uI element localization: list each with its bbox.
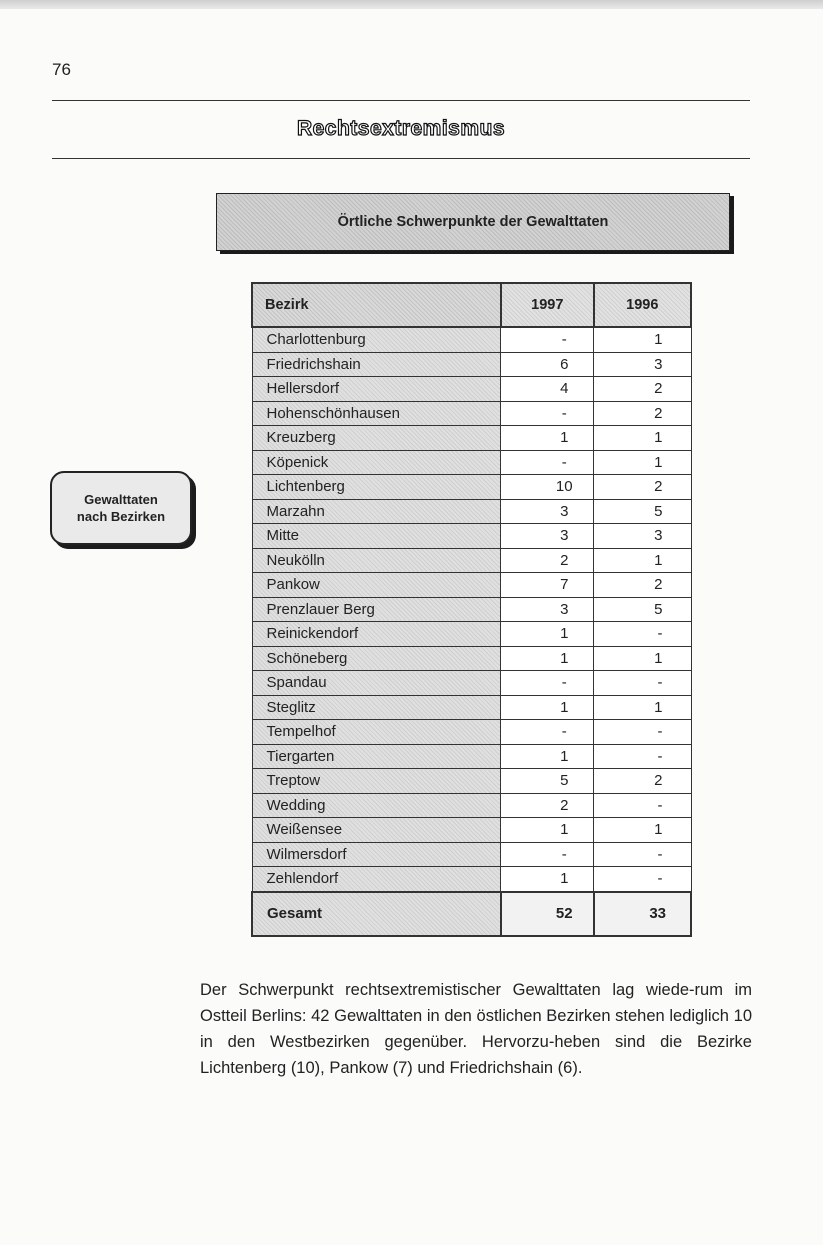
value-1996: 1 [594, 426, 691, 451]
value-1996: 2 [594, 573, 691, 598]
total-label: Gesamt [252, 892, 501, 936]
value-1997: 7 [501, 573, 594, 598]
value-1996: 2 [594, 401, 691, 426]
summary-paragraph: Der Schwerpunkt rechtsextremistischer Gewalttaten lag wiede-rum im Ostteil Berlins: 42 Gewalttaten in den östlichen Bezirken stehen lediglich 10 in den Westbezirken gegenüber. Hervorzu-heben sind die Bezirke Lichtenberg (10), Pankow (7) und Friedrichshain (6). [200, 980, 752, 1077]
table-row [252, 769, 691, 794]
value-1996: - [594, 622, 691, 647]
district-name: Tiergarten [252, 744, 501, 769]
chapter-title: Rechtsextremismus [296, 117, 506, 140]
table-row [252, 377, 691, 402]
value-1997: - [501, 671, 594, 696]
district-name: Neukölln [252, 548, 501, 573]
table-row [252, 671, 691, 696]
value-1996: 1 [594, 327, 691, 352]
table-row [252, 524, 691, 549]
table-row [252, 793, 691, 818]
value-1996: 2 [594, 769, 691, 794]
value-1996: 3 [594, 524, 691, 549]
side-label-badge [50, 471, 192, 545]
total-row [252, 892, 691, 936]
value-1996: - [594, 720, 691, 745]
value-1996: - [594, 842, 691, 867]
header-rule-bottom [52, 158, 750, 159]
district-name: Zehlendorf [252, 867, 501, 892]
value-1996: 2 [594, 475, 691, 500]
district-name: Tempelhof [252, 720, 501, 745]
value-1997: 1 [501, 818, 594, 843]
value-1997: 4 [501, 377, 594, 402]
district-name: Friedrichshain [252, 352, 501, 377]
value-1996: 2 [594, 377, 691, 402]
table-header-row [252, 283, 691, 327]
value-1997: 1 [501, 622, 594, 647]
table-row [252, 450, 691, 475]
value-1997: 3 [501, 499, 594, 524]
side-label-line1: Gewalttaten [84, 492, 158, 507]
district-name: Treptow [252, 769, 501, 794]
value-1997: - [501, 842, 594, 867]
value-1997: 1 [501, 744, 594, 769]
value-1997: 3 [501, 597, 594, 622]
table-row [252, 597, 691, 622]
district-name: Kreuzberg [252, 426, 501, 451]
value-1996: - [594, 793, 691, 818]
value-1997: 1 [501, 867, 594, 892]
table-row [252, 867, 691, 892]
value-1997: - [501, 401, 594, 426]
district-name: Reinickendorf [252, 622, 501, 647]
value-1997: 10 [501, 475, 594, 500]
table-row [252, 352, 691, 377]
value-1996: - [594, 867, 691, 892]
district-name: Charlottenburg [252, 327, 501, 352]
district-name: Hohenschönhausen [252, 401, 501, 426]
value-1996: 1 [594, 646, 691, 671]
district-name: Schöneberg [252, 646, 501, 671]
table-row [252, 720, 691, 745]
value-1997: 6 [501, 352, 594, 377]
value-1996: 5 [594, 597, 691, 622]
table-row [252, 475, 691, 500]
header-1996: 1996 [594, 283, 691, 327]
value-1997: 1 [501, 695, 594, 720]
value-1997: 2 [501, 548, 594, 573]
district-name: Lichtenberg [252, 475, 501, 500]
district-name: Wedding [252, 793, 501, 818]
table-row [252, 744, 691, 769]
district-name: Marzahn [252, 499, 501, 524]
value-1996: 1 [594, 450, 691, 475]
section-title: Örtliche Schwerpunkte der Gewalttaten [337, 214, 609, 230]
header-rule-top [52, 100, 750, 101]
table-row [252, 842, 691, 867]
table-row [252, 622, 691, 647]
table-row [252, 695, 691, 720]
total-1997: 52 [501, 892, 594, 936]
district-name: Pankow [252, 573, 501, 598]
value-1997: - [501, 450, 594, 475]
value-1997: 3 [501, 524, 594, 549]
table-row [252, 548, 691, 573]
district-name: Köpenick [252, 450, 501, 475]
table-row [252, 573, 691, 598]
value-1996: - [594, 671, 691, 696]
district-name: Hellersdorf [252, 377, 501, 402]
total-1996: 33 [594, 892, 691, 936]
district-name: Mitte [252, 524, 501, 549]
district-name: Wilmersdorf [252, 842, 501, 867]
section-title-box [216, 193, 730, 251]
table-row [252, 499, 691, 524]
district-name: Steglitz [252, 695, 501, 720]
value-1997: - [501, 720, 594, 745]
value-1996: 1 [594, 695, 691, 720]
district-name: Prenzlauer Berg [252, 597, 501, 622]
header-1997: 1997 [501, 283, 594, 327]
header-bezirk: Bezirk [252, 283, 501, 327]
table-row [252, 426, 691, 451]
side-label-line2: nach Bezirken [76, 509, 166, 524]
table-row [252, 401, 691, 426]
districts-table [251, 282, 692, 937]
value-1996: - [594, 744, 691, 769]
value-1996: 3 [594, 352, 691, 377]
value-1997: 5 [501, 769, 594, 794]
value-1997: - [501, 327, 594, 352]
page-number: 76 [52, 60, 71, 79]
scan-top-edge [0, 0, 823, 9]
district-name: Weißensee [252, 818, 501, 843]
table-row [252, 646, 691, 671]
table-row [252, 327, 691, 352]
district-name: Spandau [252, 671, 501, 696]
value-1996: 1 [594, 548, 691, 573]
value-1996: 1 [594, 818, 691, 843]
value-1997: 1 [501, 426, 594, 451]
table-row [252, 818, 691, 843]
value-1997: 2 [501, 793, 594, 818]
value-1997: 1 [501, 646, 594, 671]
value-1996: 5 [594, 499, 691, 524]
